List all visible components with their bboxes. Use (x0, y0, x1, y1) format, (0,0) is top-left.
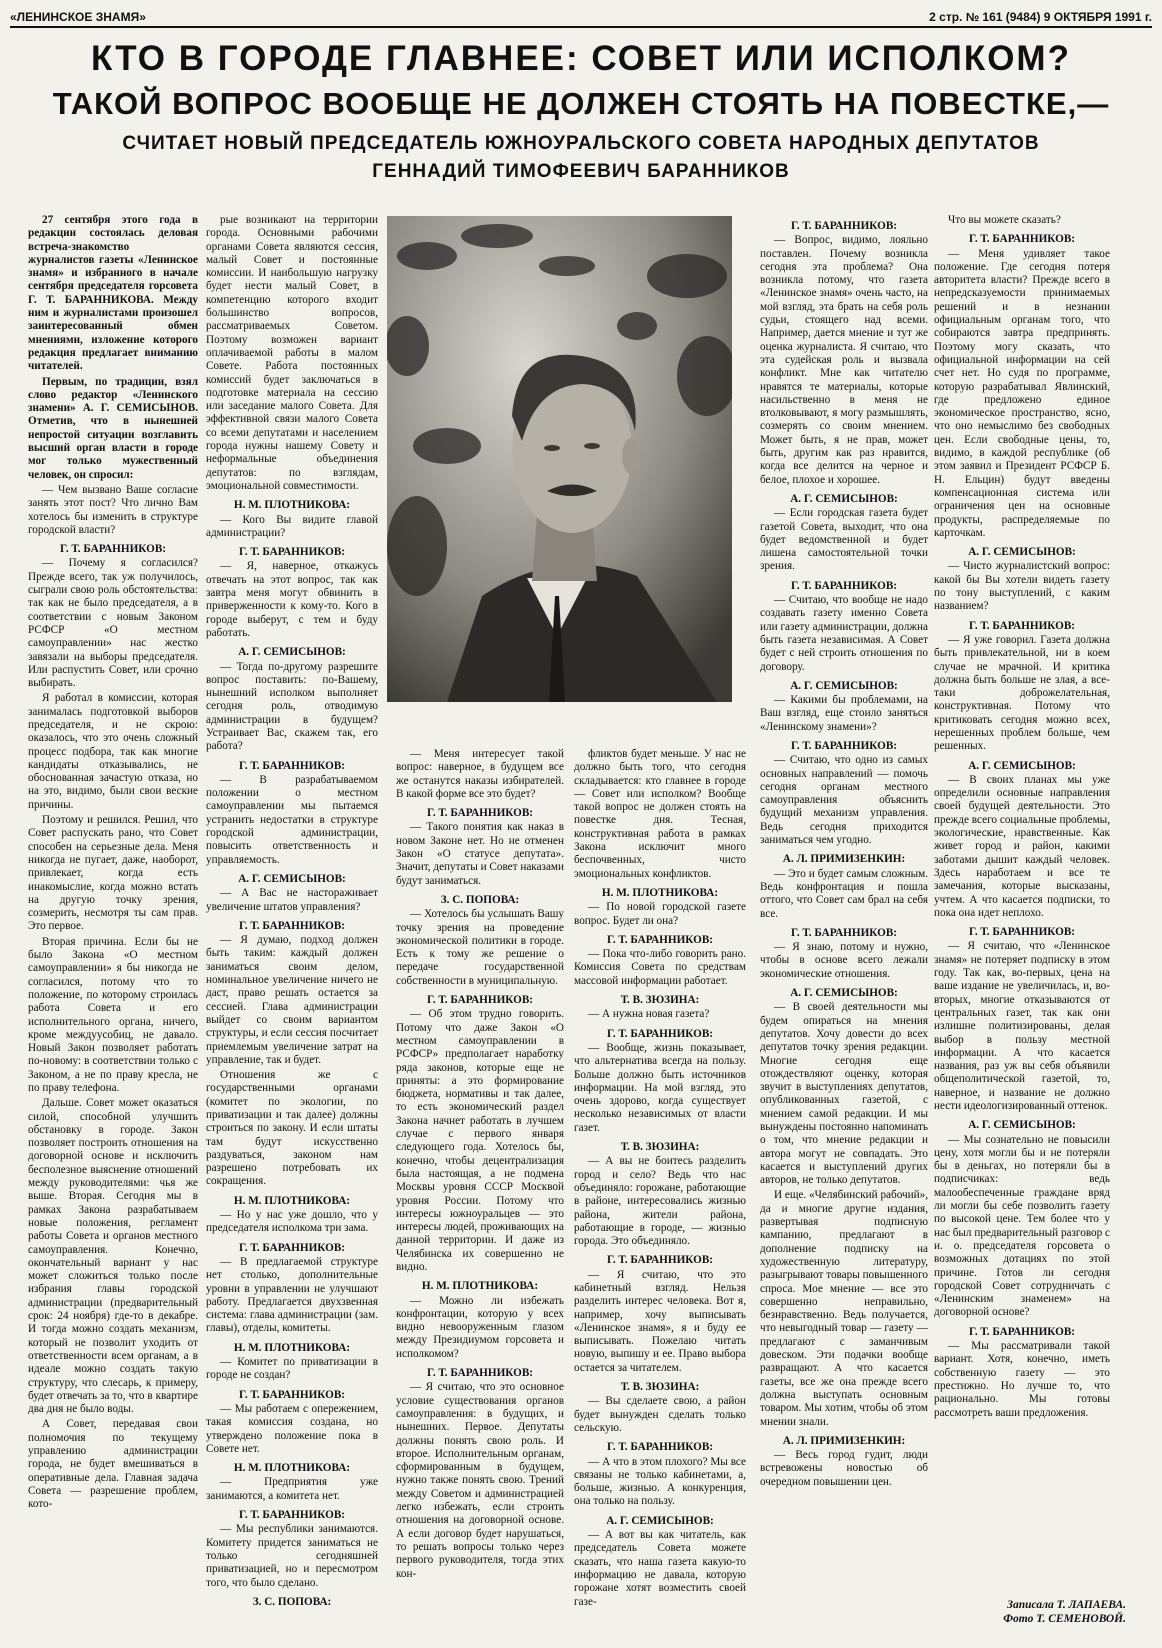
article-paragraph: — Комитет по приватизации в городе не создан? (206, 1356, 378, 1382)
article-paragraph: А Совет, передавая свои полномочия по текущему управлению администрации города, не будет вмешиваться в оперативные дела. Главная задача Совета — разрешение проблем, кото- (28, 1418, 198, 1511)
article-paragraph: — А Вас не настораживает увеличение штатов управления? (206, 887, 378, 913)
headline-block (0, 36, 1162, 186)
speaker-name: А. Г. СЕМИСЫНОВ: (790, 492, 898, 505)
portrait-illustration (387, 216, 732, 702)
speaker-name: Г. Т. БАРАННИКОВ: (968, 1325, 1076, 1338)
speaker-name: Г. Т. БАРАННИКОВ: (968, 619, 1076, 632)
article-paragraph: — Меня удивляет такое положение. Где сегодня потеря авторитета власти? Прежде всего в непредсказуемости принимаемых решений и в незнании официальным органам того, что собираются завтра предпринять. Поэтому могу сказать, что официальной информации на сей счет нет. Но судя по программе, которую разрабатывал Явлинский, где предложено единое экономическое пространство, ясно, что оно немыслимо без свободных цен. Если свободные цены, то, видимо, в каждой республике (об этом заявил и Президент РСФСР Б. Н. Ельцин) будут введены компенсационная система или ограничения цен на основные продукты, распределяемые по карточкам. (934, 247, 1110, 539)
article-paragraph: — Но у нас уже дошло, что у председателя исполкома три зама. (206, 1209, 378, 1235)
author-credit (1003, 1598, 1126, 1626)
speaker-name: Н. М. ПЛОТНИКОВА: (233, 1341, 351, 1354)
headline-name: ГЕННАДИЙ ТИМОФЕЕВИЧ БАРАННИКОВ (372, 161, 790, 182)
article-paragraph: — Я уже говорил. Газета должна быть привлекательной, ни в коем случае не мрачной. И критика должна быть больше не злая, а все-таки доброжелательная, конструктивная. Потому что критиковать сегодня можно всех, нерешенных проблем больше, чем решенных. (934, 633, 1110, 753)
article-paragraph: Дальше. Совет может оказаться силой, способной улучшить обстановку в городе. Закон позволяет построить отношения на договорной основе и исключить бесполезное выяснение отношений между руководителями: чья же выше. Вторая. Сегодня мы в рамках Закона разрабатываем новые положения, регламент работы Совета и органов местного самоуправления. Конечно, окончательный вариант у нас может сложиться только после избрания главы городской администрации (предварительный срок: 24 ноября) где-то в декабре. И тогда можно создать механизм, который не позволит уходить от ответственности всем органам, а в идеале можно создать такую структуру, что слесарь, к примеру, будет отвечать за то, что в квартире два дня не было воды. (28, 1097, 198, 1416)
speaker-name: Г. Т. БАРАННИКОВ: (238, 546, 346, 559)
article-paragraph: — Это и будет самым сложным. Ведь конфронтация и пошла оттого, что Совет сам брал на себя все. (760, 867, 928, 920)
speaker-name: З. С. ПОПОВА: (440, 893, 520, 906)
speaker-name: А. Г. СЕМИСЫНОВ: (790, 679, 898, 692)
article-paragraph: Первым, по традиции, взял слово редактор «Ленинского знамени» А. Г. СЕМИСЫНОВ. Отметив, что в нынешней непростой ситуации возглавить высший орган власти в городе мог только мужественный человек, он спросил: (28, 375, 198, 481)
speaker-name: А. Г. СЕМИСЫНОВ: (968, 759, 1076, 772)
article-paragraph: — Мы работаем с опережением, такая комиссия создана, но утверждено положение пока в Совете нет. (206, 1402, 378, 1455)
article-column-2 (206, 214, 378, 1628)
portrait-photo (387, 216, 732, 702)
article-paragraph: — А вот вы как читатель, как председатель Совета можете сказать, что наша газета какую-то информацию не давала, которую горожане хотят возместить своей газе- (574, 1529, 746, 1608)
article-paragraph: — Мы сознательно не повысили цену, хотя могли бы и не потеряли бы в деньгах, но потеряли бы в подписчиках: ведь малообеспеченные граждане вряд ли могли бы себе позволить газету по высокой цене. Тем более что у нас был предварительный разговор с и. о. председателя горсовета о возможных дотациях по этой причине. Готов ли сегодня городской Совет сотрудничать с «Ленинским знаменем» на договорной основе? (934, 1133, 1110, 1319)
article-paragraph: Я работал в комиссии, которая занималась подготовкой выборов председателя, и не скрою: оказалось, что это очень сложный процесс подбора, так как многие кандидаты отказывались, не обоснованная зачастую отказа, но на это, видимо, были свои веские причины. (28, 692, 198, 811)
article-paragraph: — Об этом трудно говорить. Потому что даже Закон «О местном самоуправлении в РСФСР» предполагает наработку ряда законов, которые еще не приняты: а это формирование бюджета, нормативы и так далее, то есть экономический раздел Закона начнет работать в лучшем случае с первого января следующего года. Хотелось бы, конечно, чтобы децентрализация была настоящая, а не подмена Москвы уровня СССР Москвой уровня России. Потому что интересы южноуральцев — это интересы людей, проживающих на данной территории. И даже из Челябинска их совершенно не видно. (396, 1008, 564, 1273)
speaker-name: Г. Т. БАРАННИКОВ: (426, 807, 534, 820)
speaker-name: Г. Т. БАРАННИКОВ: (790, 579, 898, 592)
speaker-name: Н. М. ПЛОТНИКОВА: (233, 1194, 351, 1207)
speaker-name: Т. В. ЗЮЗИНА: (620, 1141, 700, 1154)
headline-sub: ТАКОЙ ВОПРОС ВООБЩЕ НЕ ДОЛЖЕН СТОЯТЬ НА ПОВЕСТКЕ,— (52, 86, 1110, 121)
article-paragraph: — Мы республики занимаются. Комитету придется заниматься не только сегодняшней приватизацией, но и пересмотром того, что было сделано. (206, 1523, 378, 1589)
article-paragraph: — Я считаю, что это основное условие существования органов самоуправления: в будущих, и нынешних. Первое. Депутаты должны понять свою роль. И второе. Исполнительным органам, сформированным в будущем, нужно также понять свою. Трений между Советом и администрацией легко избежать, если строить отношения на договорной основе. А если договор будет нарушаться, то решать вопросы только через первого руководителя, тогда этих кон- (396, 1381, 564, 1580)
article-paragraph: — Если городская газета будет газетой Совета, выходит, что она будет ведомственной и будет лишена самостоятельной точки зрения. (760, 507, 928, 573)
article-paragraph: — В своей деятельности мы будем опираться на мнения депутатов. Хочу довести до всех депутатов точку зрения редакции. Многие сегодня еще отождествляют оценку, которая звучит в выступлениях депутатов, опубликованных газетой, с мнением самой редакции. И мы вынуждены постоянно напоминать о том, что мнение редакции и автора могут не совпадать. Это касается и выступлений других авторов, не только депутатов. (760, 1001, 928, 1187)
article-paragraph: — Какими бы проблемами, на Ваш взгляд, еще стоило заняться «Ленинскому знамени»? (760, 694, 928, 733)
article-column-4 (934, 214, 1110, 1628)
speaker-name: А. Г. СЕМИСЫНОВ: (968, 1119, 1076, 1132)
speaker-name: Г. Т. БАРАННИКОВ: (426, 1367, 534, 1380)
speaker-name: А. Л. ПРИМИЗЕНКИН: (782, 853, 906, 866)
speaker-name: А. Л. ПРИМИЗЕНКИН: (782, 1434, 906, 1447)
speaker-name: Г. Т. БАРАННИКОВ: (238, 1241, 346, 1254)
article-paragraph: — Кого Вы видите главой администрации? (206, 513, 378, 539)
speaker-name: А. Г. СЕМИСЫНОВ: (790, 987, 898, 1000)
speaker-name: Г. Т. БАРАННИКОВ: (606, 933, 714, 946)
speaker-name: Н. М. ПЛОТНИКОВА: (421, 1280, 539, 1293)
speaker-name: Г. Т. БАРАННИКОВ: (238, 1509, 346, 1522)
article-column-1 (28, 214, 198, 1628)
speaker-name: Н. М. ПЛОТНИКОВА: (233, 1462, 351, 1475)
speaker-name: Г. Т. БАРАННИКОВ: (238, 919, 346, 932)
article-paragraph: — Считаю, что одно из самых основных направлений — помочь сегодня органам местного самоуправления объяснить будущий механизм управления. Ведь сегодня приходится заниматься чем угодно. (760, 754, 928, 847)
speaker-name: Г. Т. БАРАННИКОВ: (59, 543, 167, 556)
speaker-name: Н. М. ПЛОТНИКОВА: (601, 886, 719, 899)
speaker-name: Г. Т. БАРАННИКОВ: (968, 233, 1076, 246)
article-paragraph: — Чем вызвано Ваше согласие занять этот пост? Что лично Вам хотелось бы изменить в структуре городской власти? (28, 483, 198, 536)
article-column-3b (574, 748, 746, 1628)
article-paragraph: — Весь город гудит, люди встревожены новостью об очередном повышении цен. (760, 1449, 928, 1488)
speaker-name: Г. Т. БАРАННИКОВ: (426, 994, 534, 1007)
article-paragraph: Отношения же с государственными органами (комитет по экологии, по приватизации и так далее) должны строиться по закону. И если штаты там будут искусственно раздуваться, законом нам разрешено потребовать их сокращения. (206, 1069, 378, 1188)
article-lead: 27 сентября этого года в редакции состоялась деловая встреча-знакомство журналистов газеты «Ленинское знамя» и избранного в начале сентября председателя горсовета Г. Т. БАРАННИКОВА. Между ним и журналистами произошел заинтересованный обмен мнениями, изложение которого редакция предлагает вниманию читателей. (28, 214, 198, 373)
article-paragraph: Вторая причина. Если бы не было Закона «О местном самоуправлении» я бы никогда не согласился, потому что то положение, по которому строилась работа Совета и его исполнительного органа, ничего, кроме междуусобиц, не давало. Новый Закон позволяет работать по-новому: в соответствии только с Законом, а не по праву кресла, не по праву телефона. (28, 935, 198, 1094)
speaker-name: З. С. ПОПОВА: (252, 1595, 332, 1608)
article-paragraph: — Пока что-либо говорить рано. Комиссия Совета по средствам массовой информации работает. (574, 948, 746, 987)
speaker-name: Г. Т. БАРАННИКОВ: (790, 739, 898, 752)
article-paragraph: — В своих планах мы уже определили основные направления своей будущей деятельности. Это прежде всего социальные проблемы, экологические, нравственные. Как живет город и район, какими заботами дышит каждый человек. Здесь наработаем и все те замечания, которые высказаны, учтем. А что касается подписки, то пока она идет неплохо. (934, 773, 1110, 919)
speaker-name: Т. В. ЗЮЗИНА: (620, 994, 700, 1007)
article-paragraph: — А вы не боитесь разделить город и село? Ведь что нас объединяло: горожане, работающие в районе, интересовались жизнью района, жители района, работающие в городе, — жизнью города. Это объединяло. (574, 1155, 746, 1248)
article-paragraph: — Вопрос, видимо, лояльно поставлен. Почему возникла сегодня эта проблема? Она возникла потому, что газета «Ленинское знамя» очень часто, на мой взгляд, эта брать на себя роль судьи, стоящего над всеми. Например, дается мнение и тут же оценка журналиста. Я считаю, что эта судейская роль и вызвала конфликт. Мне как читателю нравятся те материалы, которые насильственно в меня не втолковывают, я могу размышлять, созмерять со своим мнением. Может быть, я не прав, может быть, другим как раз нравится, когда все делится на черное и белое, плохое и хорошее. (760, 234, 928, 486)
speaker-name: Г. Т. БАРАННИКОВ: (238, 759, 346, 772)
article-paragraph: — А нужна новая газета? (588, 1008, 710, 1021)
article-column-3 (760, 214, 928, 1628)
speaker-name: А. Г. СЕМИСЫНОВ: (606, 1514, 714, 1527)
paper-name: «ЛЕНИНСКОЕ ЗНАМЯ» (10, 10, 146, 24)
article-paragraph: — В предлагаемой структуре нет столько, дополнительные уровни в управлении не улучшают работу. Предлагается двухзвенная система: глава администрации (зам. главы), отделы, комитеты. (206, 1255, 378, 1335)
article-paragraph: Поэтому и решился. Решил, что Совет распускать рано, что Совет способен на серьезные дела. Меня никогда не пугает, даже, наоборот, привлекает, когда есть инакомыслие, когда можно встать на другую точку зрения, созмерить, несмотря ты сам прав. Это первое. (28, 814, 198, 933)
article-paragraph: — А что в этом плохого? Мы все связаны не только кабинетами, а, больше, жизнью. А конкуренция, она только на пользу. (574, 1455, 746, 1508)
headline-byline: СЧИТАЕТ НОВЫЙ ПРЕДСЕДАТЕЛЬ ЮЖНОУРАЛЬСКОГО СОВЕТА НАРОДНЫХ ДЕПУТАТОВ (122, 133, 1040, 154)
speaker-name: Г. Т. БАРАННИКОВ: (606, 1441, 714, 1454)
article-paragraph: — Хотелось бы услышать Вашу точку зрения на проведение экономической политики в городе. Есть к тому же решение о передаче государственной собственности в муниципальную. (396, 908, 564, 987)
article-paragraph: — Я считаю, что «Ленинское знамя» не потеряет подписку в этом году. Так как, во-первых, цена на ваше издание не увеличилась, и, во-вторых, многие отказываются от центральных газет, так как они излишне политизированы, делая выбор в пользу местной информации. А что касается названия, раз уж вы себя объявили общеполитической газетой, то, наверное, и название не должно нести идеологизированный оттенок. (934, 940, 1110, 1112)
masthead (10, 6, 1152, 28)
article-paragraph: — Вообще, жизнь показывает, что альтернатива всегда на пользу. Больше должно быть источников информации. На мой взгляд, это очень здорово, когда существует несколько независимых от власти газет. (574, 1041, 746, 1134)
speaker-name: Н. М. ПЛОТНИКОВА: (233, 499, 351, 512)
article-paragraph: И еще. «Челябинский рабочий», да и многие другие издания, развертывая подписную кампанию, предлагают в дополнение подписку на художественную литературу, разыгрывают товары повышенного спроса. Мое мнение — все это совершенно неправильно, безнравственно. Ведь получается, что невыгодный товар — газету — предлагают с заманчивым довеском. Эти подачки вообще развращают. А что касается газеты, все же она прежде всего должна выступать основным товаром. Мы хотим, чтобы об этом мнении знали. (760, 1189, 928, 1428)
article-paragraph: рые возникают на территории города. Основными рабочими органами Совета являются сессия, малый Совет и постоянные комиссии. И наибольшую нагрузку будет нести малый Совет, в компетенцию которого входит большинство вопросов, рассматриваемых Советом. Поэтому возможен вариант оплачиваемой работы в малом Совете. Работа постоянных комиссий будет заключаться в подготовке материала на сессию или заседание малого Совета. Для эффективной связи малого Совета со всеми депутатами и населением города нужны нашему Совету и неформальные объединения депутатов: по взглядам, эмоциональной совместимости. (206, 214, 378, 492)
article-paragraph: — Чисто журналистский вопрос: какой бы Вы хотели видеть газету по тону выступлений, с каким названием? (934, 560, 1110, 613)
speaker-name: А. Г. СЕМИСЫНОВ: (238, 872, 346, 885)
article-paragraph: — Такого понятия как наказ в новом Законе нет. Но не отменен Закон «О статусе депутата». Значит, депутаты и Совет наказами будут заниматься. (396, 821, 564, 887)
author-line: Записала Т. ЛАПАЕВА. (1007, 1599, 1126, 1611)
article-paragraph: — Считаю, что вообще не надо создавать газету именно Совета или газету администрации, должна быть газета независимая. А Совет будет с ней строить отношения по договору. (760, 594, 928, 673)
speaker-name: Т. В. ЗЮЗИНА: (620, 1381, 700, 1394)
speaker-name: Г. Т. БАРАННИКОВ: (968, 926, 1076, 939)
photo-credit-line: Фото Т. СЕМЕНОВОЙ. (1003, 1613, 1126, 1625)
speaker-name: А. Г. СЕМИСЫНОВ: (968, 546, 1076, 559)
speaker-name: Г. Т. БАРАННИКОВ: (606, 1027, 714, 1040)
article-paragraph: — Я считаю, что это кабинетный взгляд. Нельзя разделить интерес человека. Вот я, например, хочу выписывать «Ленинское знамя», я и буду ее выписывать. Пожелаю читать новую, выпишу и ее. Право выбора остается за читателем. (574, 1268, 746, 1374)
speaker-name: А. Г. СЕМИСЫНОВ: (238, 646, 346, 659)
speaker-name: Г. Т. БАРАННИКОВ: (790, 926, 898, 939)
article-paragraph: фликтов будет меньше. У нас не должно быть того, что сегодня складывается: кто главнее в городе — Совет или исполком? Вообще такой вопрос не должен стоять на повестке дня. Тесная, конструктивная работа в рамках Закона исключит много беспочвенных, чисто эмоциональных конфликтов. (574, 748, 746, 880)
article-paragraph: — Я думаю, подход должен быть таким: каждый должен заниматься своим делом, номинальное увеличение ничего не даст, право решать остается за сессией. Глава администрации выйдет со своим вариантом структуры, и если сессия посчитает приемлемым увеличение затрат на управление, так и будет. (206, 934, 378, 1066)
speaker-name: Г. Т. БАРАННИКОВ: (606, 1254, 714, 1267)
speaker-name: Г. Т. БАРАННИКОВ: (238, 1388, 346, 1401)
article-paragraph: — Вы сделаете свою, а район будет вынужден сделать только сельскую. (574, 1395, 746, 1434)
article-paragraph: — Мы рассматривали такой вариант. Хотя, конечно, иметь собственную газету — это престижно. Но лучше то, что рационально. Мы готовы рассмотреть ваши предложения. (934, 1340, 1110, 1419)
issue-info: 2 стр. № 161 (9484) 9 ОКТЯБРЯ 1991 г. (929, 10, 1152, 24)
article-paragraph: — Можно ли избежать конфронтации, которую у всех видно невооруженным глазом между Президиумом горсовета и исполкомом? (396, 1294, 564, 1360)
article-paragraph: — Меня интересует такой вопрос: наверное, в будущем все же останутся наказы избирателей. В какой форме все это будет? (396, 748, 564, 800)
article-paragraph: — В разрабатываемом положении о местном самоуправлении мы пытаемся устранить недостатки в структуре городской администрации, повысить ответственность и управляемость. (206, 773, 378, 866)
headline-main: КТО В ГОРОДЕ ГЛАВНЕЕ: СОВЕТ ИЛИ ИСПОЛКОМ? (91, 39, 1071, 78)
article-paragraph: — Почему я согласился? Прежде всего, так уж получилось, сыграли свою роль обстоятельства: так как не было председателя, а в соответствии с новым Законом РСФСР «О местном самоуправлении» нас жестко завязали на выборы председателя. Или распустить Совет, или срочно выбирать. (28, 557, 198, 690)
article-column-2b (396, 748, 564, 1628)
article-paragraph: — Тогда по-другому разрешите вопрос поставить: по-Вашему, нынешний исполком выполняет сегодня роль, отводимую администрации в будущем? Устраивает Вас, скажем так, его работа? (206, 660, 378, 753)
article-paragraph: — По новой городской газете вопрос. Будет ли она? (574, 901, 746, 927)
article-paragraph: — Предприятия уже занимаются, а комитета нет. (206, 1476, 378, 1502)
article-paragraph: — Я знаю, потому и нужно, чтобы в основе всего лежали экономические отношения. (760, 941, 928, 980)
article-paragraph: Что вы можете сказать? (948, 214, 1061, 226)
speaker-name: Г. Т. БАРАННИКОВ: (790, 220, 898, 232)
article-paragraph: — Я, наверное, откажусь отвечать на этот вопрос, так как завтра меня могут обвинить в приверженности к кому-то. Кого в городе выберут, с тем и буду работать. (206, 560, 378, 639)
